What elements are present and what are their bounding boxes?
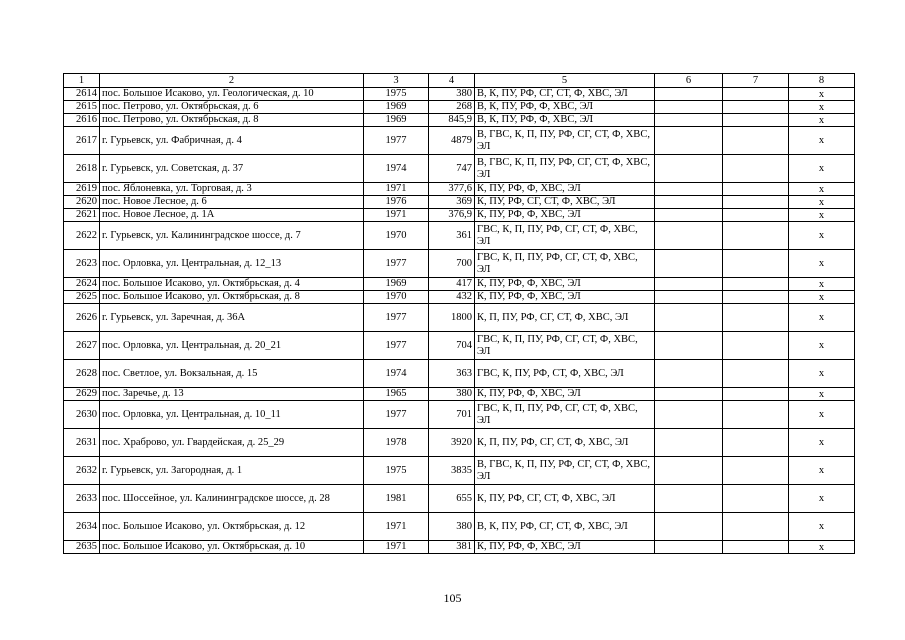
row-number: 2618 xyxy=(64,155,100,183)
row-systems: В, К, ПУ, РФ, Ф, ХВС, ЭЛ xyxy=(475,101,655,114)
table-row xyxy=(64,291,855,304)
row-col-6 xyxy=(655,332,723,360)
row-address: г. Гурьевск, ул. Калининградское шоссе, д. 7 xyxy=(100,222,364,250)
header-col-5: 5 xyxy=(475,74,655,88)
row-area: 268 xyxy=(429,101,475,114)
row-address: пос. Петрово, ул. Октябрьская, д. 8 xyxy=(100,114,364,127)
row-address: пос. Шоссейное, ул. Калининградское шоссе, д. 28 xyxy=(100,485,364,513)
row-year: 1975 xyxy=(364,457,429,485)
row-address: пос. Орловка, ул. Центральная, д. 20_21 xyxy=(100,332,364,360)
row-address: пос. Орловка, ул. Центральная, д. 12_13 xyxy=(100,250,364,278)
table-body xyxy=(64,88,855,554)
row-area: 417 xyxy=(429,278,475,291)
row-area: 747 xyxy=(429,155,475,183)
row-col-7 xyxy=(723,332,789,360)
row-col-7 xyxy=(723,196,789,209)
row-col-7 xyxy=(723,291,789,304)
row-year: 1978 xyxy=(364,429,429,457)
row-col-7 xyxy=(723,360,789,388)
row-col-7 xyxy=(723,278,789,291)
row-number: 2632 xyxy=(64,457,100,485)
row-systems: К, ПУ, РФ, Ф, ХВС, ЭЛ xyxy=(475,278,655,291)
row-mark: x xyxy=(789,196,855,209)
row-mark: x xyxy=(789,209,855,222)
row-area: 700 xyxy=(429,250,475,278)
row-col-7 xyxy=(723,155,789,183)
row-number: 2623 xyxy=(64,250,100,278)
row-systems: ГВС, К, П, ПУ, РФ, СГ, СТ, Ф, ХВС, ЭЛ xyxy=(475,250,655,278)
row-col-6 xyxy=(655,88,723,101)
row-mark: x xyxy=(789,101,855,114)
row-col-7 xyxy=(723,183,789,196)
row-col-6 xyxy=(655,291,723,304)
row-year: 1971 xyxy=(364,513,429,541)
row-year: 1974 xyxy=(364,155,429,183)
row-mark: x xyxy=(789,250,855,278)
row-area: 377,6 xyxy=(429,183,475,196)
row-col-7 xyxy=(723,513,789,541)
row-address: г. Гурьевск, ул. Советская, д. 37 xyxy=(100,155,364,183)
row-number: 2627 xyxy=(64,332,100,360)
row-mark: x xyxy=(789,513,855,541)
row-col-7 xyxy=(723,457,789,485)
row-year: 1971 xyxy=(364,183,429,196)
table-row xyxy=(64,183,855,196)
row-col-6 xyxy=(655,401,723,429)
row-col-7 xyxy=(723,101,789,114)
row-col-6 xyxy=(655,388,723,401)
row-col-7 xyxy=(723,127,789,155)
table-row xyxy=(64,513,855,541)
row-number: 2617 xyxy=(64,127,100,155)
table-row xyxy=(64,485,855,513)
row-systems: В, ГВС, К, П, ПУ, РФ, СГ, СТ, Ф, ХВС, ЭЛ xyxy=(475,155,655,183)
table-row xyxy=(64,222,855,250)
row-number: 2621 xyxy=(64,209,100,222)
row-number: 2630 xyxy=(64,401,100,429)
row-area: 1800 xyxy=(429,304,475,332)
row-area: 381 xyxy=(429,541,475,554)
row-col-6 xyxy=(655,541,723,554)
row-year: 1977 xyxy=(364,304,429,332)
row-area: 701 xyxy=(429,401,475,429)
row-col-7 xyxy=(723,485,789,513)
row-col-6 xyxy=(655,127,723,155)
row-col-6 xyxy=(655,304,723,332)
row-col-6 xyxy=(655,196,723,209)
row-mark: x xyxy=(789,332,855,360)
row-number: 2625 xyxy=(64,291,100,304)
table-row xyxy=(64,332,855,360)
row-address: пос. Новое Лесное, д. 1А xyxy=(100,209,364,222)
row-area: 432 xyxy=(429,291,475,304)
row-systems: В, К, ПУ, РФ, СГ, СТ, Ф, ХВС, ЭЛ xyxy=(475,513,655,541)
row-year: 1971 xyxy=(364,541,429,554)
row-col-6 xyxy=(655,101,723,114)
row-number: 2626 xyxy=(64,304,100,332)
row-col-7 xyxy=(723,114,789,127)
table-row xyxy=(64,250,855,278)
row-mark: x xyxy=(789,485,855,513)
header-col-7: 7 xyxy=(723,74,789,88)
row-address: пос. Большое Исаково, ул. Геологическая, д. 10 xyxy=(100,88,364,101)
header-col-3: 3 xyxy=(364,74,429,88)
row-col-7 xyxy=(723,429,789,457)
row-systems: К, ПУ, РФ, СГ, СТ, Ф, ХВС, ЭЛ xyxy=(475,485,655,513)
row-area: 3920 xyxy=(429,429,475,457)
row-number: 2628 xyxy=(64,360,100,388)
register-table xyxy=(63,73,855,554)
row-mark: x xyxy=(789,401,855,429)
row-col-6 xyxy=(655,155,723,183)
row-address: г. Гурьевск, ул. Заречная, д. 36А xyxy=(100,304,364,332)
row-col-7 xyxy=(723,388,789,401)
row-systems: В, К, ПУ, РФ, СГ, СТ, Ф, ХВС, ЭЛ xyxy=(475,88,655,101)
row-address: пос. Петрово, ул. Октябрьская, д. 6 xyxy=(100,101,364,114)
row-area: 369 xyxy=(429,196,475,209)
row-col-6 xyxy=(655,485,723,513)
row-mark: x xyxy=(789,388,855,401)
row-mark: x xyxy=(789,360,855,388)
row-year: 1970 xyxy=(364,291,429,304)
table-row xyxy=(64,401,855,429)
row-year: 1977 xyxy=(364,127,429,155)
row-systems: К, ПУ, РФ, Ф, ХВС, ЭЛ xyxy=(475,183,655,196)
table-row xyxy=(64,278,855,291)
row-area: 4879 xyxy=(429,127,475,155)
row-area: 380 xyxy=(429,88,475,101)
table-row xyxy=(64,429,855,457)
row-col-6 xyxy=(655,209,723,222)
row-systems: ГВС, К, П, ПУ, РФ, СГ, СТ, Ф, ХВС, ЭЛ xyxy=(475,222,655,250)
row-area: 376,9 xyxy=(429,209,475,222)
row-address: пос. Храброво, ул. Гвардейская, д. 25_29 xyxy=(100,429,364,457)
table-row xyxy=(64,388,855,401)
row-number: 2620 xyxy=(64,196,100,209)
row-area: 3835 xyxy=(429,457,475,485)
row-systems: ГВС, К, П, ПУ, РФ, СГ, СТ, Ф, ХВС, ЭЛ xyxy=(475,401,655,429)
row-year: 1965 xyxy=(364,388,429,401)
row-mark: x xyxy=(789,457,855,485)
row-year: 1975 xyxy=(364,88,429,101)
row-col-6 xyxy=(655,429,723,457)
table-row xyxy=(64,304,855,332)
row-mark: x xyxy=(789,429,855,457)
row-address: г. Гурьевск, ул. Фабричная, д. 4 xyxy=(100,127,364,155)
row-number: 2615 xyxy=(64,101,100,114)
row-address: пос. Яблоневка, ул. Торговая, д. 3 xyxy=(100,183,364,196)
row-mark: x xyxy=(789,88,855,101)
row-col-7 xyxy=(723,250,789,278)
row-col-6 xyxy=(655,250,723,278)
header-col-1: 1 xyxy=(64,74,100,88)
row-address: пос. Орловка, ул. Центральная, д. 10_11 xyxy=(100,401,364,429)
header-col-8: 8 xyxy=(789,74,855,88)
row-area: 363 xyxy=(429,360,475,388)
row-address: пос. Заречье, д. 13 xyxy=(100,388,364,401)
row-year: 1976 xyxy=(364,196,429,209)
header-col-6: 6 xyxy=(655,74,723,88)
row-address: пос. Большое Исаково, ул. Октябрьская, д. 10 xyxy=(100,541,364,554)
row-mark: x xyxy=(789,114,855,127)
row-area: 361 xyxy=(429,222,475,250)
row-col-6 xyxy=(655,513,723,541)
row-systems: В, ГВС, К, П, ПУ, РФ, СГ, СТ, Ф, ХВС, ЭЛ xyxy=(475,127,655,155)
row-systems: В, К, ПУ, РФ, Ф, ХВС, ЭЛ xyxy=(475,114,655,127)
row-systems: К, ПУ, РФ, Ф, ХВС, ЭЛ xyxy=(475,388,655,401)
row-year: 1969 xyxy=(364,278,429,291)
row-address: пос. Большое Исаково, ул. Октябрьская, д. 12 xyxy=(100,513,364,541)
row-year: 1970 xyxy=(364,222,429,250)
row-systems: В, ГВС, К, П, ПУ, РФ, СГ, СТ, Ф, ХВС, ЭЛ xyxy=(475,457,655,485)
row-systems: К, ПУ, РФ, Ф, ХВС, ЭЛ xyxy=(475,209,655,222)
row-number: 2616 xyxy=(64,114,100,127)
row-col-7 xyxy=(723,222,789,250)
header-row xyxy=(64,74,855,88)
row-year: 1977 xyxy=(364,332,429,360)
table-row xyxy=(64,101,855,114)
row-mark: x xyxy=(789,278,855,291)
page-number: 105 xyxy=(443,591,462,605)
row-year: 1969 xyxy=(364,101,429,114)
row-number: 2634 xyxy=(64,513,100,541)
row-address: г. Гурьевск, ул. Загородная, д. 1 xyxy=(100,457,364,485)
table-row xyxy=(64,457,855,485)
row-year: 1969 xyxy=(364,114,429,127)
row-systems: ГВС, К, П, ПУ, РФ, СГ, СТ, Ф, ХВС, ЭЛ xyxy=(475,332,655,360)
row-number: 2633 xyxy=(64,485,100,513)
row-area: 380 xyxy=(429,388,475,401)
row-number: 2629 xyxy=(64,388,100,401)
row-col-6 xyxy=(655,278,723,291)
row-systems: ГВС, К, ПУ, РФ, СТ, Ф, ХВС, ЭЛ xyxy=(475,360,655,388)
row-systems: К, П, ПУ, РФ, СГ, СТ, Ф, ХВС, ЭЛ xyxy=(475,429,655,457)
row-mark: x xyxy=(789,155,855,183)
table-row xyxy=(64,114,855,127)
row-number: 2614 xyxy=(64,88,100,101)
row-year: 1974 xyxy=(364,360,429,388)
table-row xyxy=(64,360,855,388)
table-row xyxy=(64,127,855,155)
row-address: пос. Большое Исаково, ул. Октябрьская, д. 4 xyxy=(100,278,364,291)
row-col-6 xyxy=(655,457,723,485)
row-col-7 xyxy=(723,401,789,429)
row-area: 845,9 xyxy=(429,114,475,127)
row-mark: x xyxy=(789,222,855,250)
row-col-7 xyxy=(723,304,789,332)
header-col-2: 2 xyxy=(100,74,364,88)
table-row xyxy=(64,209,855,222)
row-area: 655 xyxy=(429,485,475,513)
table-row xyxy=(64,155,855,183)
row-number: 2624 xyxy=(64,278,100,291)
row-col-7 xyxy=(723,209,789,222)
row-address: пос. Большое Исаково, ул. Октябрьская, д. 8 xyxy=(100,291,364,304)
row-number: 2619 xyxy=(64,183,100,196)
row-number: 2622 xyxy=(64,222,100,250)
row-mark: x xyxy=(789,127,855,155)
table-row xyxy=(64,88,855,101)
table-row xyxy=(64,196,855,209)
row-year: 1971 xyxy=(364,209,429,222)
row-systems: К, ПУ, РФ, Ф, ХВС, ЭЛ xyxy=(475,541,655,554)
row-mark: x xyxy=(789,541,855,554)
row-number: 2631 xyxy=(64,429,100,457)
row-col-6 xyxy=(655,114,723,127)
row-col-6 xyxy=(655,222,723,250)
row-systems: К, ПУ, РФ, Ф, ХВС, ЭЛ xyxy=(475,291,655,304)
row-col-7 xyxy=(723,88,789,101)
row-systems: К, ПУ, РФ, СГ, СТ, Ф, ХВС, ЭЛ xyxy=(475,196,655,209)
row-year: 1981 xyxy=(364,485,429,513)
row-year: 1977 xyxy=(364,401,429,429)
row-mark: x xyxy=(789,304,855,332)
row-area: 380 xyxy=(429,513,475,541)
row-col-7 xyxy=(723,541,789,554)
header-col-4: 4 xyxy=(429,74,475,88)
row-mark: x xyxy=(789,183,855,196)
row-col-6 xyxy=(655,183,723,196)
row-col-6 xyxy=(655,360,723,388)
row-address: пос. Новое Лесное, д. 6 xyxy=(100,196,364,209)
row-address: пос. Светлое, ул. Вокзальная, д. 15 xyxy=(100,360,364,388)
table-row xyxy=(64,541,855,554)
row-mark: x xyxy=(789,291,855,304)
row-area: 704 xyxy=(429,332,475,360)
row-year: 1977 xyxy=(364,250,429,278)
row-systems: К, П, ПУ, РФ, СГ, СТ, Ф, ХВС, ЭЛ xyxy=(475,304,655,332)
row-number: 2635 xyxy=(64,541,100,554)
